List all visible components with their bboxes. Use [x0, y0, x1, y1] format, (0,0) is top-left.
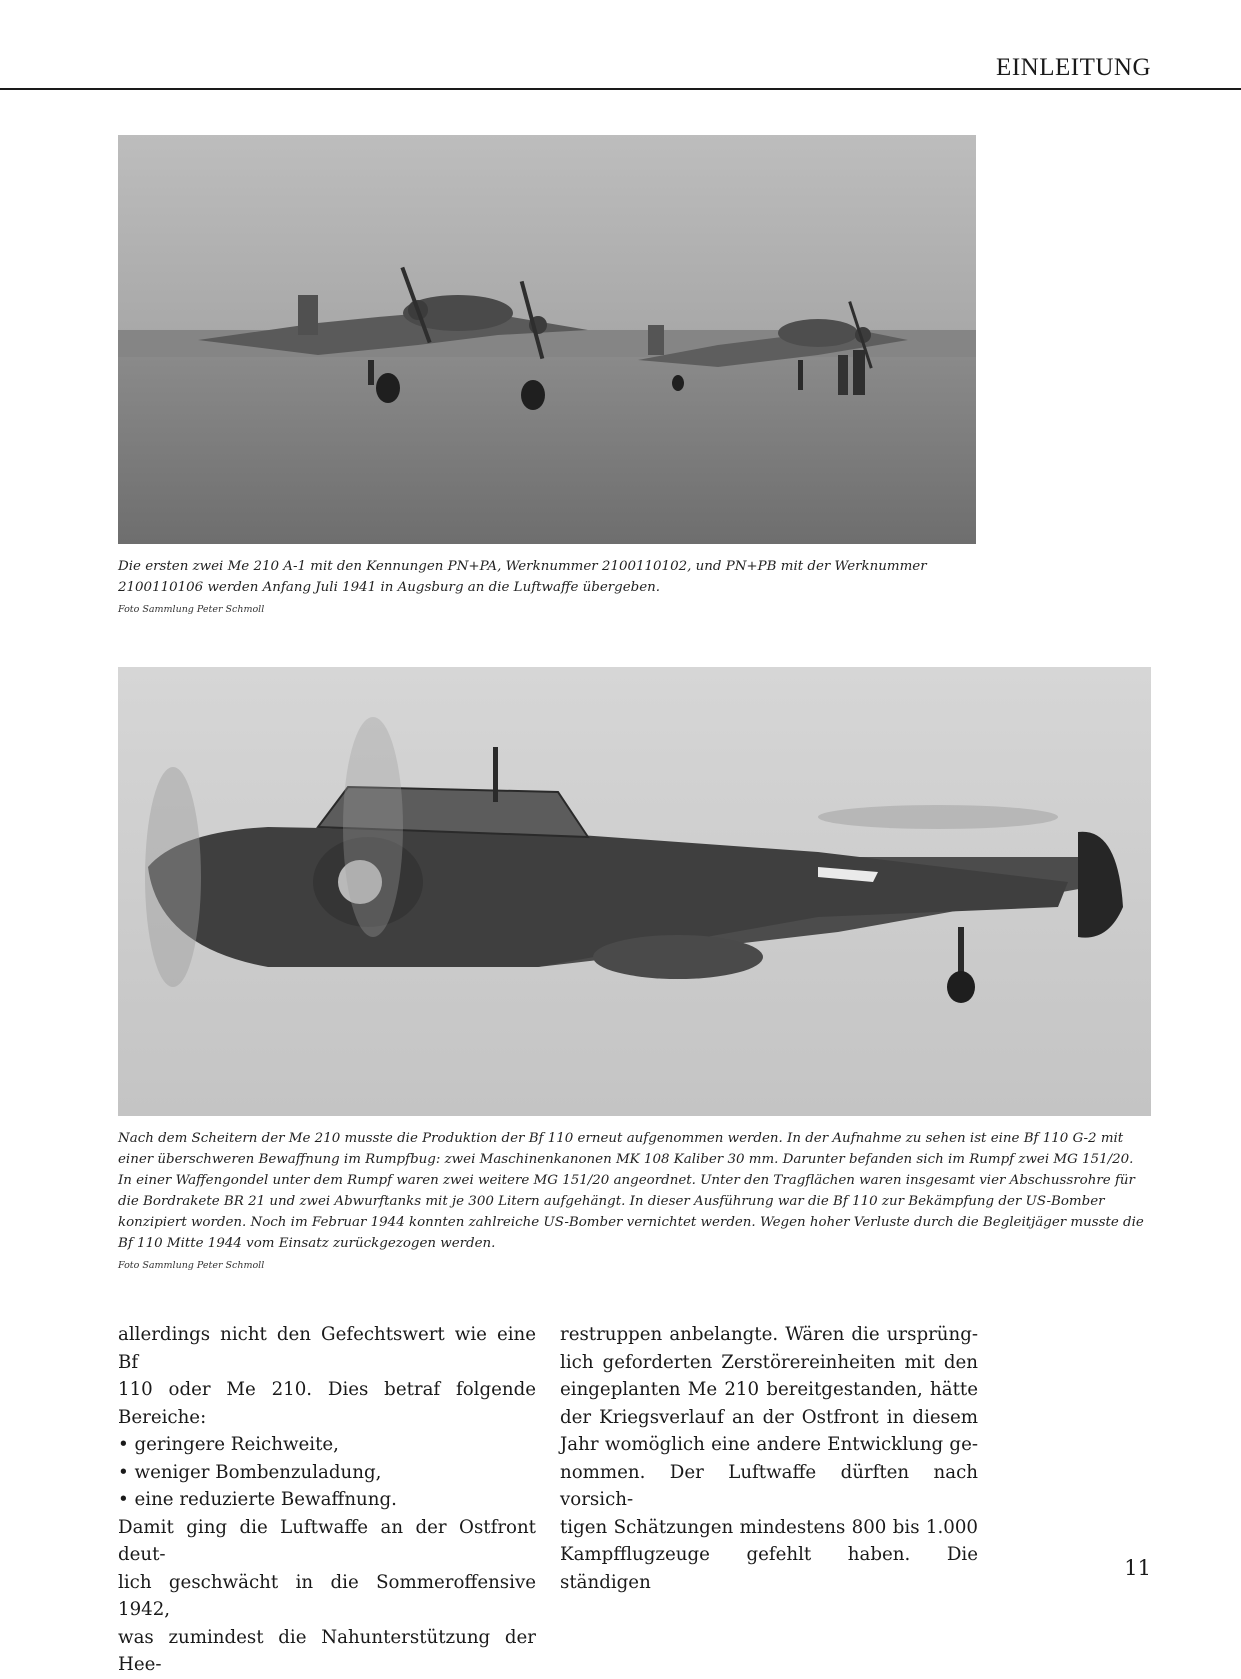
body-column-right [560, 1321, 978, 1596]
body-line: tigen Schätzungen mindestens 800 bis 1.000 [560, 1516, 978, 1538]
body-line: Damit ging die Luftwaffe an der Ostfront deut- [118, 1516, 536, 1565]
photo-credit-2: Foto Sammlung Peter Schmoll [118, 1260, 265, 1271]
body-line: lich geforderten Zerstörereinheiten mit den [560, 1351, 978, 1373]
body-column-left [118, 1321, 536, 1679]
caption-line: konzipiert worden. Noch im Februar 1944 konnten zahlreiche US-Bomber vernichtet werden. Wegen hoher Verluste durch die Begleitjäger musste die [118, 1215, 1144, 1230]
body-line: nommen. Der Luftwaffe dürften nach vorsich- [560, 1461, 978, 1510]
body-line: Jahr womöglich eine andere Entwicklung ge- [560, 1434, 978, 1455]
caption-line: Die ersten zwei Me 210 A-1 mit den Kennungen PN+PA, Werknummer 2100110102, und PN+PB mit der Werknummer [118, 559, 927, 574]
photo-me210-airfield [118, 135, 976, 544]
body-line: 110 oder Me 210. Dies betraf folgende Bereiche: [118, 1379, 536, 1428]
caption-line: Nach dem Scheitern der Me 210 musste die Produktion der Bf 110 erneut aufgenommen werden. In der Aufnahme zu sehen ist eine Bf 110 G-2 mit [118, 1131, 1124, 1146]
body-line: lich geschwächt in die Sommeroffensive 1942, [118, 1571, 536, 1620]
body-line: Kampfflugzeuge gefehlt haben. Die ständigen [560, 1544, 978, 1593]
caption-line: einer überschweren Bewaffnung im Rumpfbug: zwei Maschinenkanonen MK 108 Kaliber 30 mm. Darunter befanden sich im Rumpf zwei MG 151/20. [118, 1152, 1134, 1167]
bullet-item: • geringere Reichweite, [118, 1434, 339, 1455]
caption-line: In einer Waffengondel unter dem Rumpf waren zwei weitere MG 151/20 angeordnet. Unter den Tragflächen waren insgesamt vier Abschussrohre für [118, 1173, 1135, 1188]
photo-caption-2 [118, 1128, 1144, 1254]
photo-caption-1 [118, 556, 927, 598]
body-line: allerdings nicht den Gefechtswert wie eine Bf [118, 1324, 536, 1373]
header-rule [0, 88, 1241, 90]
body-line: der Kriegsverlauf an der Ostfront in diesem [560, 1406, 978, 1428]
body-line: restruppen anbelangte. Wären die ursprüng- [560, 1324, 978, 1345]
body-line: was zumindest die Nahunterstützung der Hee- [118, 1626, 536, 1675]
photo-credit-1: Foto Sammlung Peter Schmoll [118, 604, 265, 615]
bullet-item: • eine reduzierte Bewaffnung. [118, 1489, 397, 1510]
section-title: EINLEITUNG [996, 54, 1151, 81]
photo-bf110-flight [118, 667, 1151, 1116]
body-line: eingeplanten Me 210 bereitgestanden, hätte [560, 1379, 978, 1400]
bullet-item: • weniger Bombenzuladung, [118, 1461, 382, 1483]
caption-line: Bf 110 Mitte 1944 vom Einsatz zurückgezogen werden. [118, 1236, 496, 1251]
caption-line: die Bordrakete BR 21 und zwei Abwurftanks mit je 300 Litern aufgehängt. In dieser Ausführung war die Bf 110 zur Bekämpfung der US-Bomber [118, 1194, 1105, 1209]
caption-line: 2100110106 werden Anfang Juli 1941 in Augsburg an die Luftwaffe übergeben. [118, 580, 661, 595]
page-number: 11 [1124, 1556, 1151, 1580]
